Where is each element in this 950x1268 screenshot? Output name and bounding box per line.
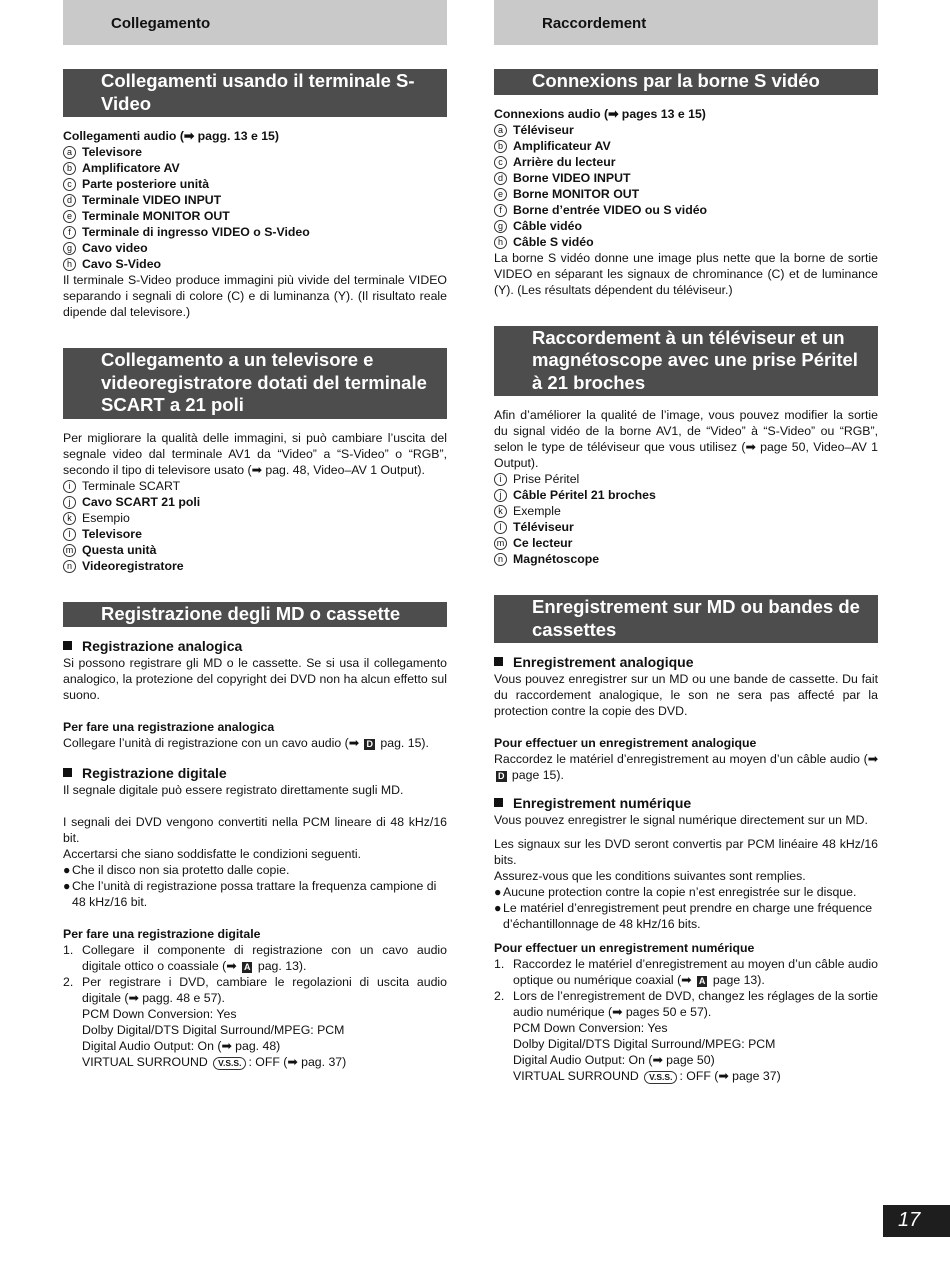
legend-item — [494, 218, 878, 234]
legend-marker: i — [494, 473, 507, 486]
legend-item — [63, 510, 447, 526]
legend-item — [63, 558, 447, 574]
legend-marker: j — [63, 496, 76, 509]
step-item: 1. Raccordez le matériel d’enregistrement au moyen d’un câble audio optique ou numérique coaxial (➡ A page 13). — [494, 957, 878, 987]
legend-item — [494, 122, 878, 138]
legend-marker: l — [63, 528, 76, 541]
setting-line: VIRTUAL SURROUND V.S.S. : OFF (➡ pag. 37) — [82, 1055, 347, 1069]
legend-text: Terminale di ingresso VIDEO o S-Video — [82, 225, 310, 239]
legend-marker: m — [63, 544, 76, 557]
legend-marker: c — [494, 156, 507, 169]
paragraph: Il terminale S-Video produce immagini più vivide del terminale VIDEO separando i segnali di colore (C) e di luminanza (Y). (Il risultato reale dipende dal televisore.) — [63, 273, 447, 319]
column-header: Collegamento — [63, 0, 447, 45]
legend-text: Cavo SCART 21 poli — [82, 494, 201, 509]
legend-marker: k — [63, 512, 76, 525]
legend-text: Amplificateur AV — [513, 138, 611, 153]
paragraph: I segnali dei DVD vengono convertiti nella PCM lineare di 48 kHz/16 bit. — [63, 815, 447, 845]
setting-line: Dolby Digital/DTS Digital Surround/MPEG: PCM — [82, 1023, 345, 1037]
legend-text: Prise Péritel — [513, 472, 580, 486]
section-title: Registrazione degli MD o cassette — [63, 602, 447, 628]
legend-item — [63, 256, 447, 272]
right-column — [494, 0, 878, 1084]
legend-marker: d — [494, 172, 507, 185]
legend-text: Ce lecteur — [513, 536, 573, 550]
legend-item — [63, 478, 447, 494]
key-a-icon: A — [698, 976, 706, 986]
paragraph: Si possono registrare gli MD o le cassette. Se si usa il collegamento analogico, la protezione del copyright dei DVD non ha alcun effetto sul suono. — [63, 656, 447, 702]
legend-item — [63, 176, 447, 192]
paragraph: Per migliorare la qualità delle immagini, si può cambiare l’uscita del segnale video dal terminale AV1 da “Video” a “S-Video” o “RGB”, secondo il tipo di televisore usato (➡ pag. 48, Video–AV 1 Output). — [63, 430, 447, 477]
legend-text: Téléviseur — [513, 122, 574, 137]
howto-title: Per fare una registrazione analogica — [63, 720, 275, 734]
legend-item — [63, 240, 447, 256]
bullet-item: ● Che il disco non sia protetto dalle copie. — [63, 863, 290, 877]
legend-item — [63, 192, 447, 208]
legend-text: Terminale MONITOR OUT — [82, 209, 230, 223]
legend-marker: e — [63, 210, 76, 223]
legend-marker: d — [63, 194, 76, 207]
key-a-icon: A — [243, 962, 251, 972]
legend-item — [494, 234, 878, 250]
legend-item — [63, 160, 447, 176]
legend-marker: c — [63, 178, 76, 191]
legend-text: Câble Péritel 21 broches — [513, 488, 656, 502]
section-title: Collegamenti usando il terminale S-Video — [63, 69, 447, 117]
legend-item — [494, 503, 878, 519]
legend-marker: h — [494, 236, 507, 249]
legend-text: Videoregistratore — [82, 558, 184, 573]
legend-item — [494, 202, 878, 218]
step-item: 2. Per registrare i DVD, cambiare le regolazioni di uscita audio digitale (➡ pagg. 48 e 57). — [63, 975, 447, 1005]
paragraph: La borne S vidéo donne une image plus nette que la borne de sortie VIDEO en séparant les signaux de chrominance (C) et de luminance (Y). (Les résultats dépendent du téléviseur.) — [494, 250, 878, 297]
legend-text: Terminale SCART — [82, 478, 181, 493]
subheading: Registrazione digitale — [63, 765, 447, 782]
legend-marker: h — [63, 258, 76, 271]
paragraph: Les signaux sur les DVD seront convertis par PCM linéaire 48 kHz/16 bits. — [494, 837, 878, 867]
legend-text: Borne VIDEO INPUT — [513, 170, 631, 185]
subheading: Enregistrement numérique — [494, 795, 878, 812]
section-title: Enregistrement sur MD ou bandes de cassettes — [494, 595, 878, 643]
legend-item — [63, 526, 447, 542]
section-title: Collegamento a un televisore e videoregistratore dotati del terminale SCART a 21 poli — [63, 348, 447, 419]
legend-item — [63, 144, 447, 160]
legend-marker: f — [494, 204, 507, 217]
legend-marker: g — [494, 220, 507, 233]
legend-item — [494, 551, 878, 567]
legend-item — [494, 487, 878, 503]
legend-text: Terminale VIDEO INPUT — [82, 193, 222, 207]
step-item: 1. Collegare il componente di registrazione con un cavo audio digitale ottico o coassiale (➡ A pag. 13). — [63, 943, 447, 973]
legend-list — [494, 471, 878, 567]
key-d-icon: D — [498, 771, 505, 781]
legend-text: Parte posteriore unità — [82, 177, 210, 191]
paragraph: Afin d’améliorer la qualité de l’image, vous pouvez modifier la sortie du signal vidéo de la borne AV1, de “Video” à “S-Video” ou “RGB”, selon le type de téléviseur que vous utilisez (➡ page 50, Video–AV 1 Output). — [494, 408, 878, 470]
left-column — [63, 0, 447, 1070]
legend-marker: n — [494, 553, 507, 566]
legend-text: Questa unità — [82, 542, 157, 557]
vss-button-icon: V.S.S. — [213, 1057, 246, 1070]
legend-list — [63, 144, 447, 272]
howto-title: Pour effectuer un enregistrement analogique — [494, 736, 757, 750]
legend-item — [494, 519, 878, 535]
legend-marker: j — [494, 489, 507, 502]
legend-text: Téléviseur — [513, 520, 574, 534]
paragraph: Accertarsi che siano soddisfatte le condizioni seguenti. — [63, 847, 362, 861]
legend-marker: k — [494, 505, 507, 518]
square-bullet-icon — [63, 768, 72, 777]
legend-text: Borne MONITOR OUT — [513, 186, 640, 201]
legend-text: Câble vidéo — [513, 218, 583, 233]
setting-line: Digital Audio Output: On (➡ page 50) — [513, 1053, 715, 1067]
legend-item — [494, 186, 878, 202]
legend-list — [494, 122, 878, 250]
legend-marker: b — [494, 140, 507, 153]
paragraph: Raccordez le matériel d’enregistrement au moyen d’un câble audio (➡ D page 15). — [494, 752, 878, 782]
legend-item — [63, 494, 447, 510]
legend-item — [63, 542, 447, 558]
legend-item — [494, 138, 878, 154]
legend-marker: m — [494, 537, 507, 550]
legend-list — [63, 478, 447, 574]
square-bullet-icon — [494, 798, 503, 807]
bullet-item: ● Aucune protection contre la copie n’est enregistrée sur le disque. — [494, 885, 857, 899]
bullet-item: ● Le matériel d’enregistrement peut prendre en charge une fréquence d’échantillonnage de 48 kHz/16 bits. — [494, 901, 873, 931]
legend-marker: g — [63, 242, 76, 255]
legend-marker: l — [494, 521, 507, 534]
audio-ref: Connexions audio (➡ pages 13 e 15) — [494, 106, 706, 121]
legend-item — [63, 208, 447, 224]
vss-button-icon: V.S.S. — [644, 1071, 677, 1084]
legend-text: Borne d’entrée VIDEO ou S vidéo — [513, 202, 708, 217]
legend-item — [494, 170, 878, 186]
subheading: Enregistrement analogique — [494, 654, 878, 671]
legend-marker: i — [63, 480, 76, 493]
legend-text: Televisore — [82, 526, 142, 541]
setting-line: PCM Down Conversion: Yes — [82, 1007, 237, 1021]
howto-title: Per fare una registrazione digitale — [63, 927, 261, 941]
legend-text: Esempio — [82, 510, 130, 525]
legend-text: Amplificatore AV — [82, 161, 180, 175]
howto-title: Pour effectuer un enregistrement numérique — [494, 941, 755, 955]
square-bullet-icon — [63, 641, 72, 650]
legend-marker: b — [63, 162, 76, 175]
legend-item — [494, 471, 878, 487]
square-bullet-icon — [494, 657, 503, 666]
legend-text: Exemple — [513, 504, 561, 518]
bullet-item: ● Che l’unità di registrazione possa trattare la frequenza campione di 48 kHz/16 bit. — [63, 879, 437, 909]
audio-ref: Collegamenti audio (➡ pagg. 13 e 15) — [63, 129, 279, 143]
legend-text: Cavo S-Video — [82, 257, 162, 271]
section-title: Connexions par la borne S vidéo — [494, 69, 878, 95]
legend-marker: e — [494, 188, 507, 201]
legend-text: Magnétoscope — [513, 552, 600, 566]
column-header: Raccordement — [494, 0, 878, 45]
paragraph: Vous pouvez enregistrer le signal numérique directement sur un MD. — [494, 813, 868, 827]
legend-text: Televisore — [82, 145, 142, 159]
key-d-icon: D — [366, 739, 373, 749]
legend-marker: n — [63, 560, 76, 573]
setting-line: Digital Audio Output: On (➡ pag. 48) — [82, 1039, 281, 1053]
legend-item — [494, 154, 878, 170]
paragraph: Collegare l’unità di registrazione con un cavo audio (➡ D pag. 15). — [63, 736, 429, 750]
section-title: Raccordement à un téléviseur et un magnétoscope avec une prise Péritel à 21 broches — [494, 326, 878, 397]
legend-item — [494, 535, 878, 551]
setting-line: PCM Down Conversion: Yes — [513, 1021, 668, 1035]
step-item: 2. Lors de l’enregistrement de DVD, changez les réglages de la sortie audio numérique (➡ pages 50 e 57). — [494, 989, 879, 1019]
legend-text: Arrière du lecteur — [513, 154, 616, 169]
legend-marker: a — [63, 146, 76, 159]
legend-text: Cavo video — [82, 241, 148, 255]
legend-text: Câble S vidéo — [513, 234, 594, 249]
legend-marker: f — [63, 226, 76, 239]
paragraph: Assurez-vous que les conditions suivantes sont remplies. — [494, 869, 806, 883]
legend-marker: a — [494, 124, 507, 137]
setting-line: Dolby Digital/DTS Digital Surround/MPEG: PCM — [513, 1037, 776, 1051]
legend-item — [63, 224, 447, 240]
setting-line: VIRTUAL SURROUND V.S.S. : OFF (➡ page 37) — [513, 1069, 781, 1083]
page-number: 17 — [883, 1205, 950, 1237]
paragraph: Vous pouvez enregistrer sur un MD ou une bande de cassette. Du fait du raccordement analogique, le son ne sera pas affecté par la protection contre la copie des DVD. — [494, 672, 878, 718]
subheading: Registrazione analogica — [63, 638, 447, 655]
paragraph: Il segnale digitale può essere registrato direttamente sugli MD. — [63, 783, 404, 797]
